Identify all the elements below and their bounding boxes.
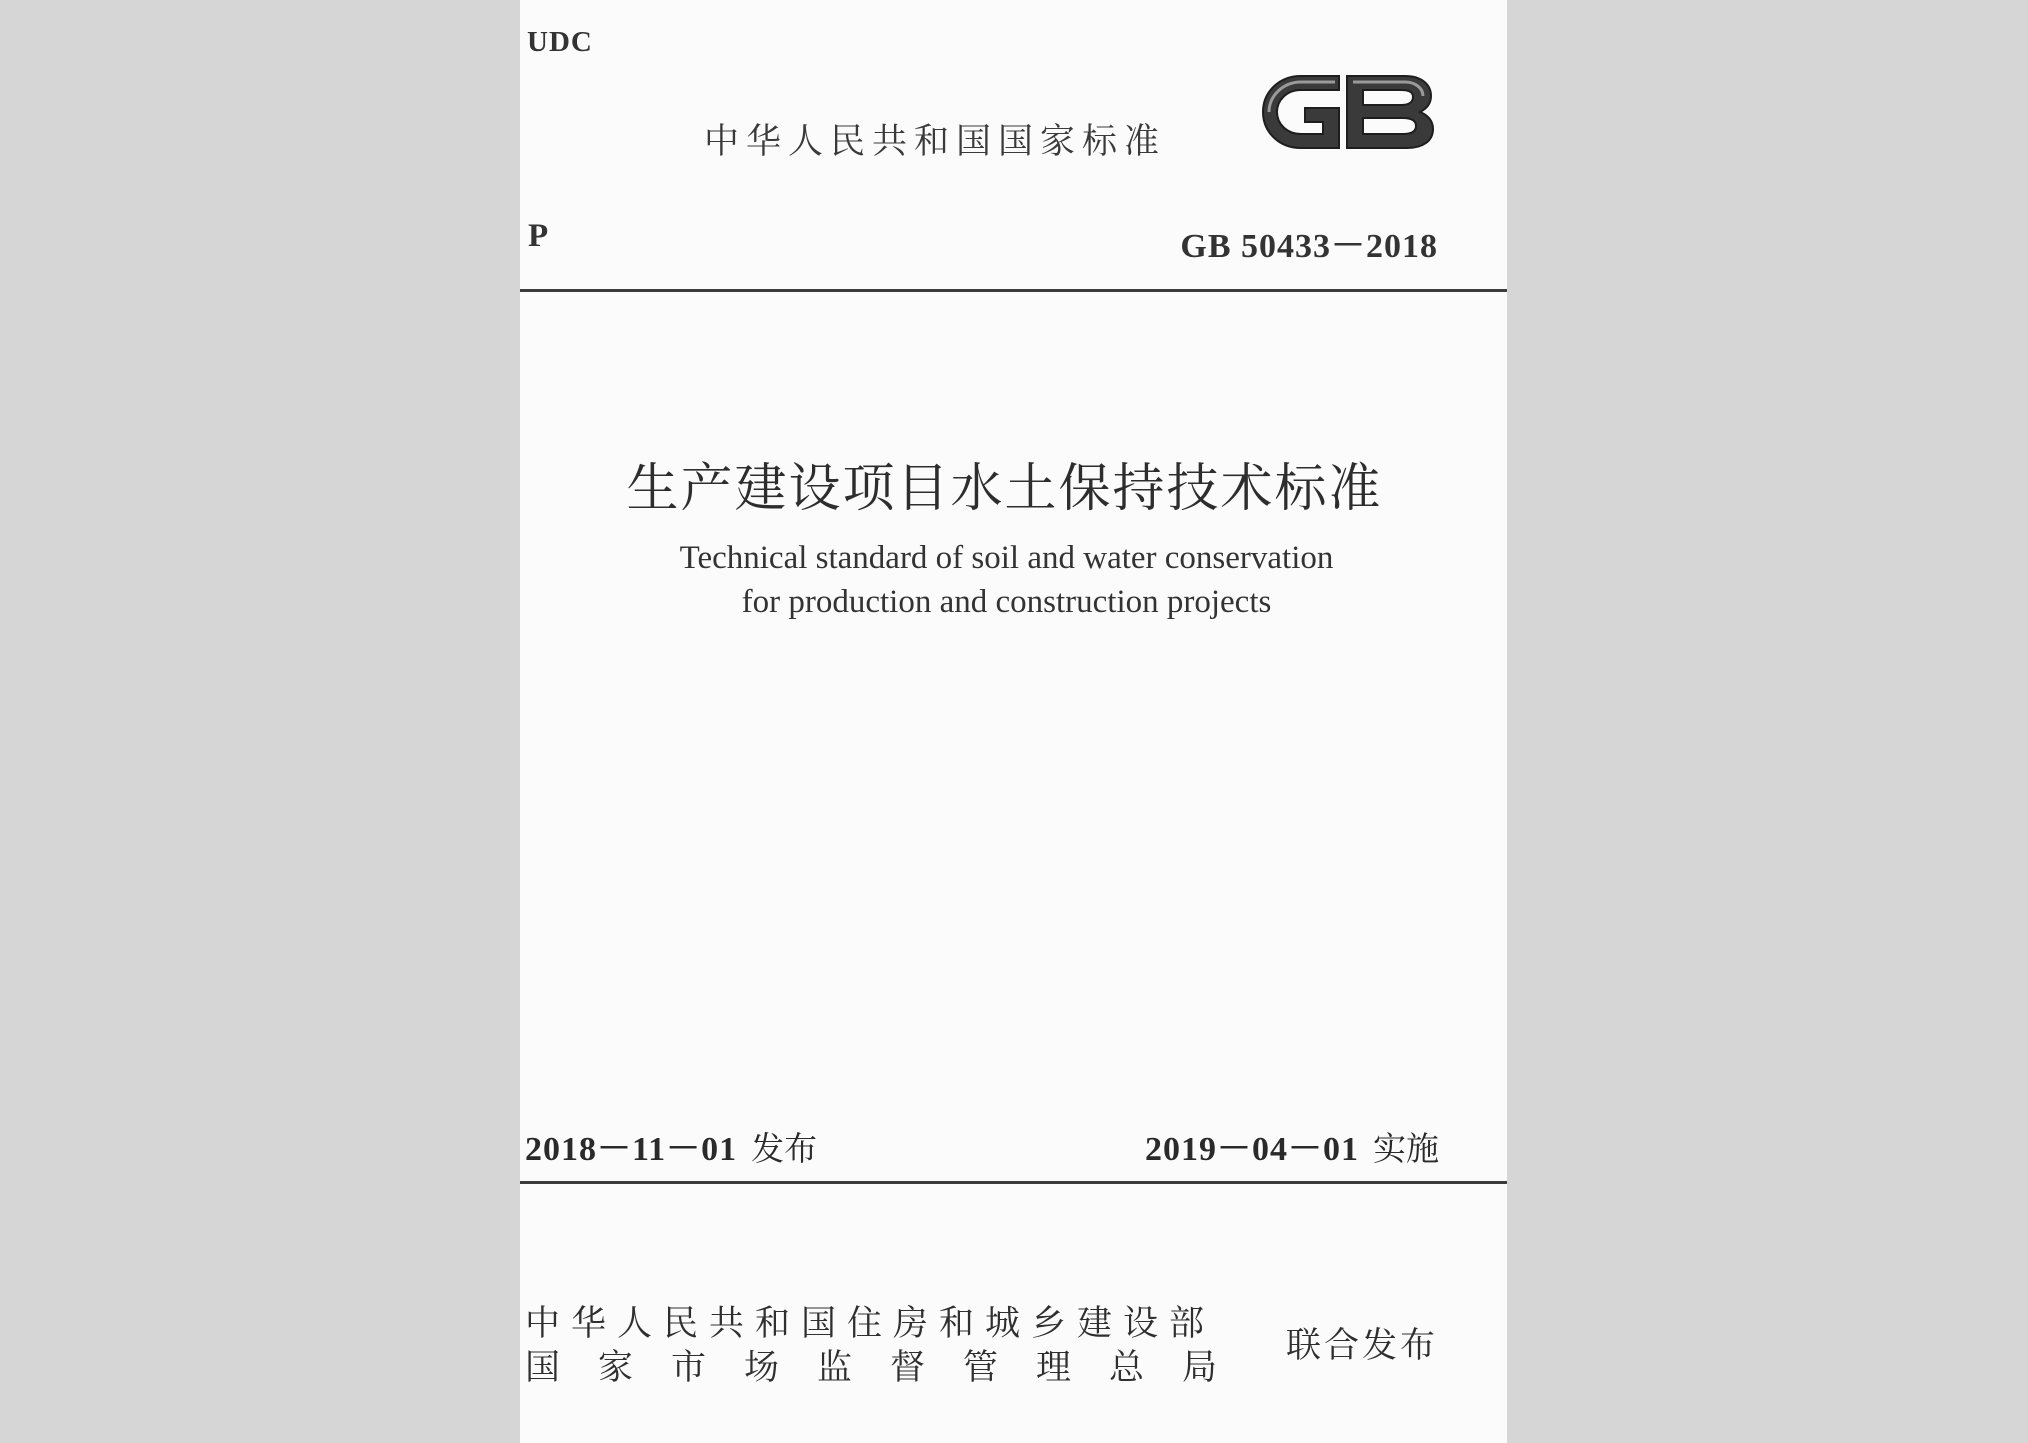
bottom-divider	[520, 1181, 1507, 1184]
gb-logo	[1255, 62, 1440, 158]
implementation-date: 2019－04－01	[1145, 1131, 1359, 1168]
national-standard-title: 中华人民共和国国家标准	[704, 122, 1167, 162]
implementation-date-block	[1145, 1121, 1439, 1170]
category-code: P	[528, 218, 549, 254]
issuer-line1: 中华人民共和国住房和城乡建设部	[525, 1304, 1216, 1344]
standard-number: GB 50433－2018	[1180, 228, 1438, 265]
issue-label: 发布	[751, 1129, 818, 1168]
issue-date: 2018－11－01	[525, 1131, 738, 1168]
cover-page	[520, 0, 1507, 1443]
udc-label: UDC	[527, 26, 593, 58]
issue-date-block	[525, 1121, 817, 1170]
issuer-line2: 国家市场监督管理总局	[525, 1348, 1256, 1388]
title-chinese: 生产建设项目水土保持技术标准	[626, 459, 1383, 519]
joint-issue-label: 联合发布	[1285, 1326, 1438, 1366]
title-english-line2: for production and construction projects	[741, 584, 1272, 620]
title-english-line1: Technical standard of soil and water conservation	[679, 540, 1334, 576]
implementation-label: 实施	[1373, 1129, 1439, 1168]
top-divider	[520, 289, 1507, 292]
